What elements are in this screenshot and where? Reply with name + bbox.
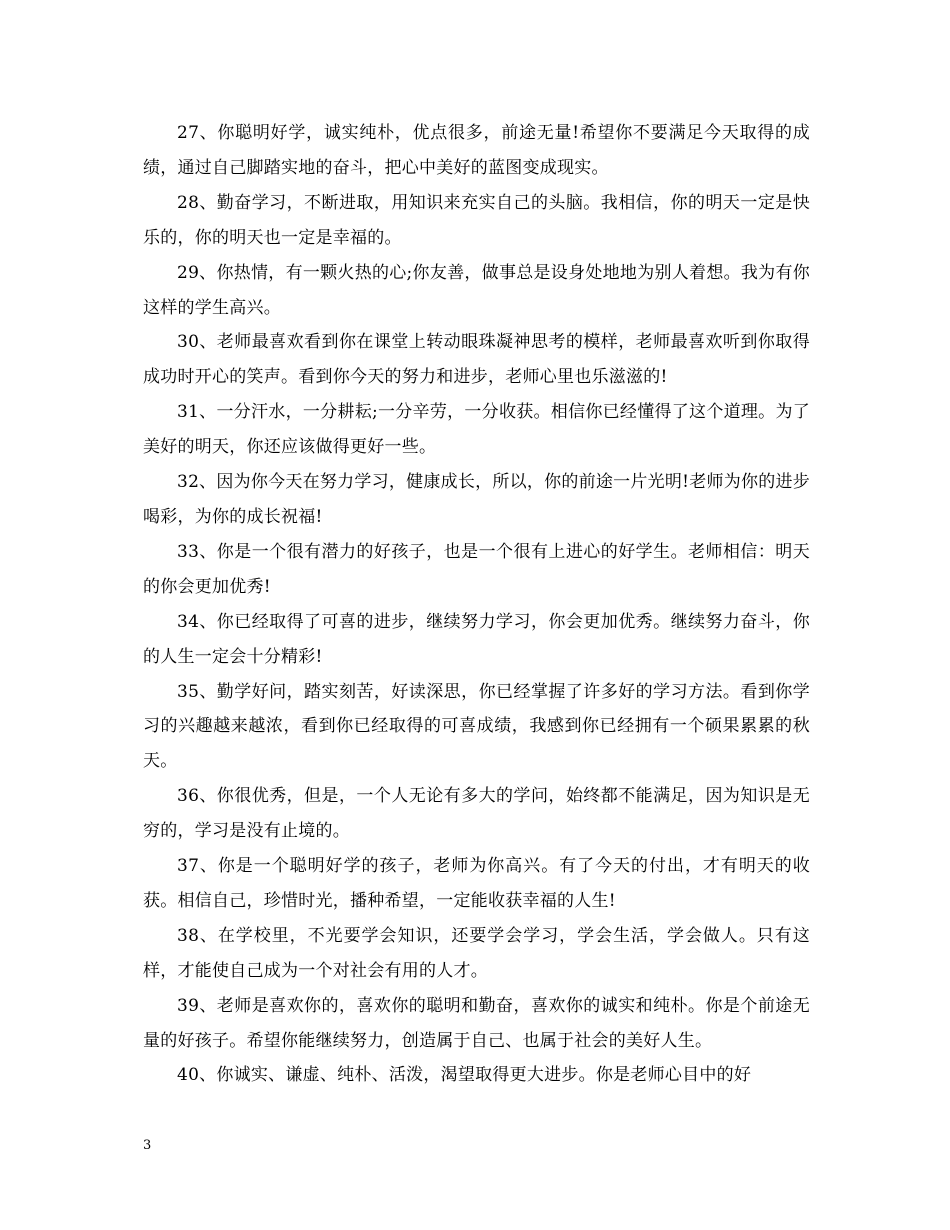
paragraph-28: 28、勤奋学习，不断进取，用知识来充实自己的头脑。我相信，你的明天一定是快乐的，你的明天也一定是幸福的。 [143,192,810,248]
document-body [143,116,810,1093]
paragraph-30: 30、老师最喜欢看到你在课堂上转动眼珠凝神思考的模样，老师最喜欢听到你取得成功时开心的笑声。看到你今天的努力和进步，老师心里也乐滋滋的! [143,332,810,388]
paragraph-29: 29、你热情，有一颗火热的心;你友善，做事总是设身处地地为别人着想。我为有你这样的学生高兴。 [143,262,810,318]
page-number: 3 [143,1138,152,1153]
paragraph-33: 33、你是一个很有潜力的好孩子，也是一个很有上进心的好学生。老师相信：明天的你会更加优秀! [143,541,810,597]
paragraph-32: 32、因为你今天在努力学习，健康成长，所以，你的前途一片光明!老师为你的进步喝彩，为你的成长祝福! [143,472,810,527]
paragraph-39: 39、老师是喜欢你的，喜欢你的聪明和勤奋，喜欢你的诚实和纯朴。你是个前途无量的好孩子。希望你能继续努力，创造属于自己、也属于社会的美好人生。 [143,995,810,1051]
paragraph-35: 35、勤学好问，踏实刻苦，好读深思，你已经掌握了许多好的学习方法。看到你学习的兴趣越来越浓，看到你已经取得的可喜成绩，我感到你已经拥有一个硕果累累的秋天。 [143,681,810,772]
paragraph-37: 37、你是一个聪明好学的孩子，老师为你高兴。有了今天的付出，才有明天的收获。相信自己，珍惜时光，播种希望，一定能收获幸福的人生! [143,856,810,911]
paragraph-38: 38、在学校里，不光要学会知识，还要学会学习，学会生活，学会做人。只有这样，才能使自己成为一个对社会有用的人才。 [143,925,810,981]
paragraph-40: 40、你诚实、谦虚、纯朴、活泼，渴望取得更大进步。你是老师心目中的好 [177,1065,752,1086]
paragraph-36: 36、你很优秀，但是，一个人无论有多大的学问，始终都不能满足，因为知识是无穷的，学习是没有止境的。 [143,786,810,842]
paragraph-34: 34、你已经取得了可喜的进步，继续努力学习，你会更加优秀。继续努力奋斗，你的人生一定会十分精彩! [143,611,810,667]
paragraph-27: 27、你聪明好学，诚实纯朴，优点很多，前途无量!希望你不要满足今天取得的成绩，通过自己脚踏实地的奋斗，把心中美好的蓝图变成现实。 [143,123,810,178]
paragraph-31: 31、一分汗水，一分耕耘;一分辛劳，一分收获。相信你已经懂得了这个道理。为了美好的明天，你还应该做得更好一些。 [143,402,810,458]
